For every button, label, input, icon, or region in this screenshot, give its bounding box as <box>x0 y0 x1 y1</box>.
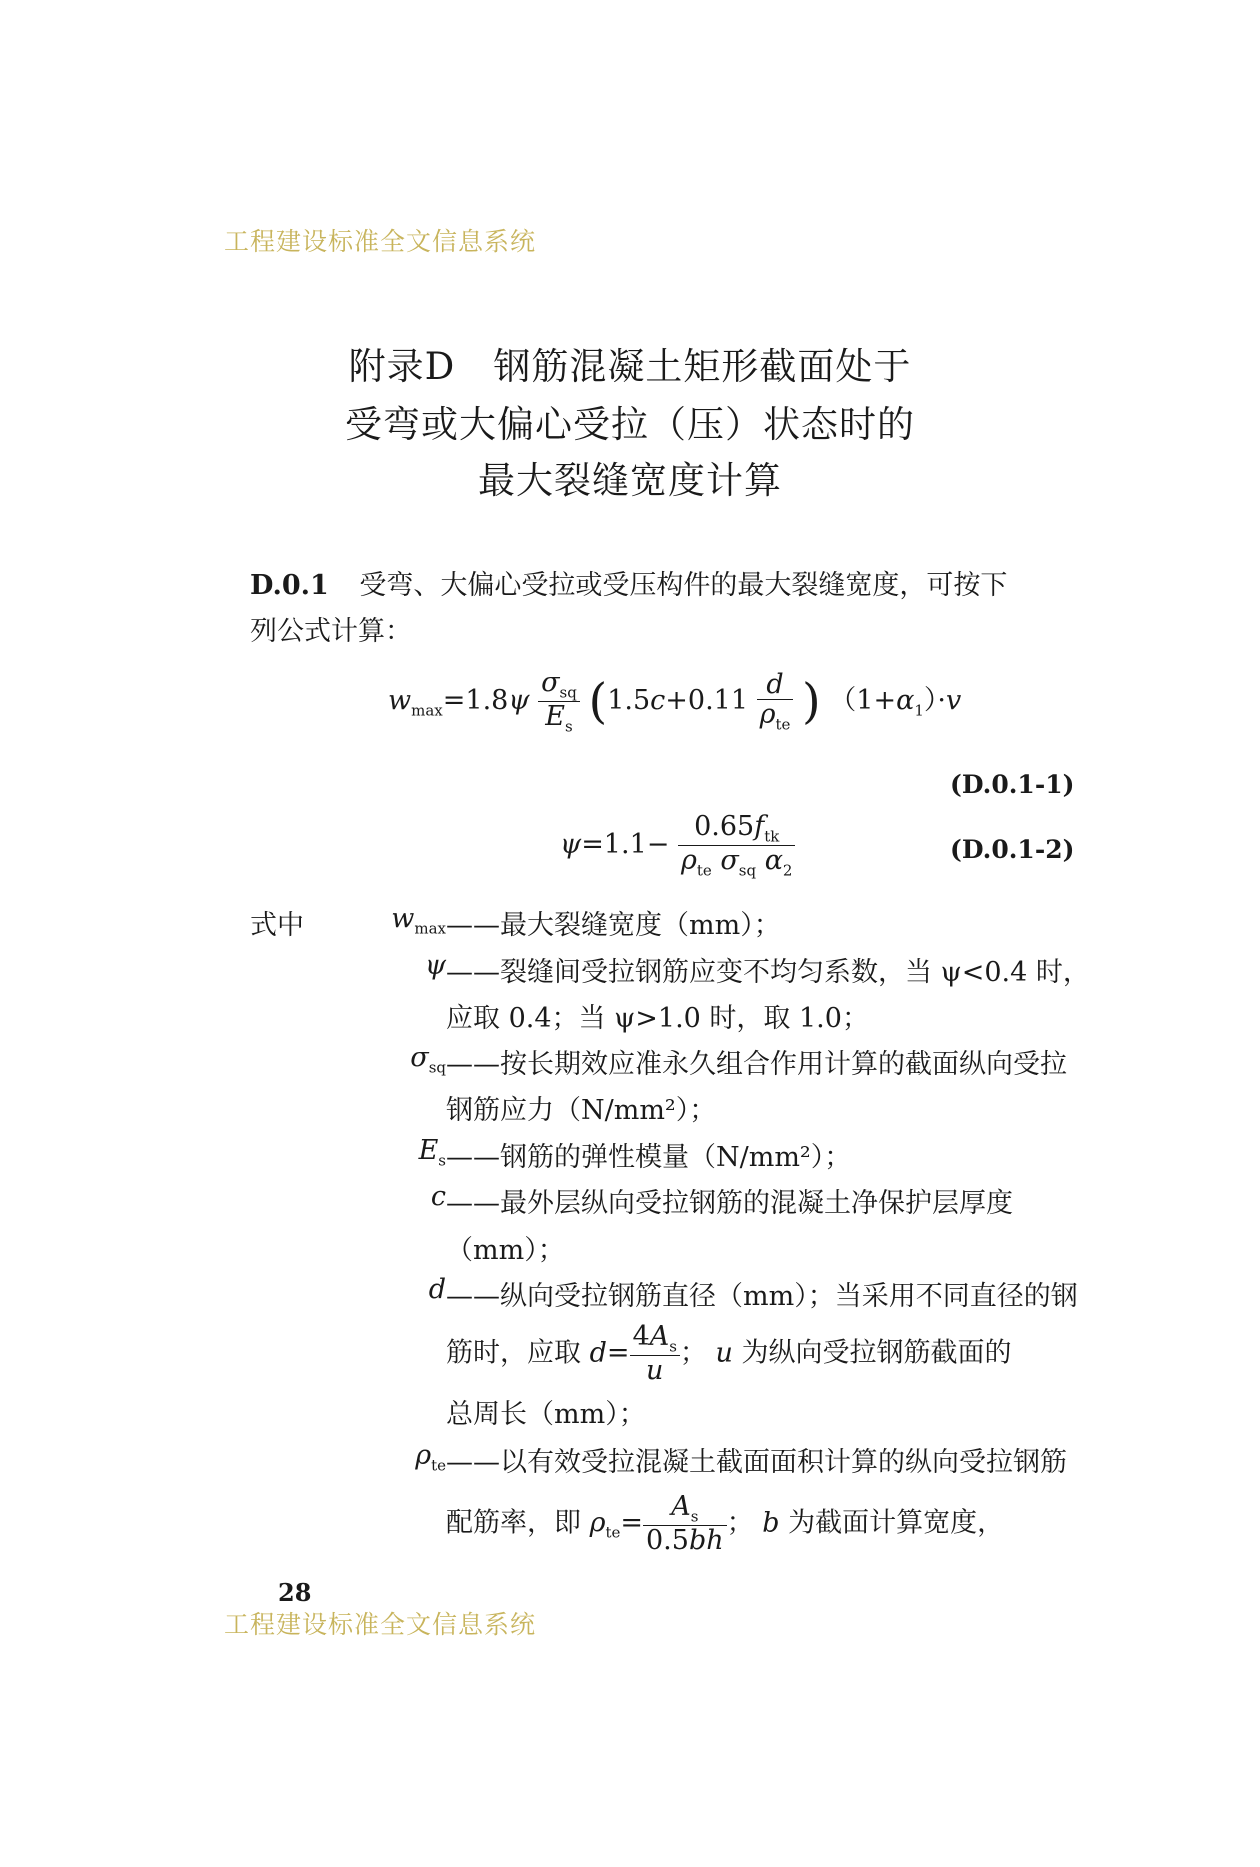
clause-number: D.0.1 <box>250 570 329 601</box>
def-d-line2a: 筋时，应取 <box>446 1337 581 1369</box>
def-rho-line2: 配筋率，即 $\rho_{te}=$ $\frac{A_s}{0.5bh}$ ； b 为截面计算宽度， <box>446 1491 1005 1556</box>
symbol-c: c <box>430 1181 446 1212</box>
equation-2-number: (D.0.1-2) <box>950 835 1075 864</box>
clause-text-line2: 列公式计算： <box>250 616 412 647</box>
def-c-line2: （mm）； <box>446 1235 565 1266</box>
symbol-es: $E_s$ <box>418 1135 446 1170</box>
appendix-title-line3: 最大裂缝宽度计算 <box>478 459 782 502</box>
def-w-max: ——最大裂缝宽度（mm）； <box>446 910 781 941</box>
page-number: 28 <box>278 1578 312 1607</box>
def-es: ——钢筋的弹性模量（N/mm²）； <box>446 1142 852 1173</box>
def-d-line2: 筋时，应取 d= $\frac{4A_s}{u}$ ； u 为纵向受拉钢筋截面的 <box>446 1321 1012 1386</box>
def-c-line1: ——最外层纵向受拉钢筋的混凝土净保护层厚度 <box>446 1188 1013 1219</box>
def-rho-line2a: 配筋率，即 <box>446 1507 581 1539</box>
where-label: 式中 <box>250 910 304 941</box>
symbol-sigma-sq: $\sigma_{sq}$ <box>410 1042 446 1077</box>
appendix-title-line2: 受弯或大偏心受拉（压）状态时的 <box>345 403 915 446</box>
def-psi-line1: ——裂缝间受拉钢筋应变不均匀系数，当 ψ<0.4 时， <box>446 957 1090 988</box>
def-sigma-line1: ——按长期效应准永久组合作用计算的截面纵向受拉 <box>446 1049 1067 1080</box>
symbol-rho-te: $\rho_{te}$ <box>415 1440 446 1475</box>
symbol-w-max: $w_{max}$ <box>391 903 446 938</box>
def-psi-line2: 应取 0.4；当 ψ>1.0 时，取 1.0； <box>446 1003 869 1034</box>
def-rho-line2c: 为截面计算宽度， <box>788 1507 1005 1539</box>
symbol-d: d <box>428 1274 446 1305</box>
def-d-line3: 总周长（mm）； <box>446 1399 646 1430</box>
equation-1: $w_{max}=1.8\psi$ $\sigma_{sq}$ $E_s$ (1.5c+0.11 d $\rho_{te}$ ) $(1+\alpha_1)\cdot v$ <box>388 667 962 736</box>
def-d-line1: ——纵向受拉钢筋直径（mm）；当采用不同直径的钢 <box>446 1281 1078 1312</box>
def-d-line2c: 为纵向受拉钢筋截面的 <box>741 1337 1012 1369</box>
watermark-top: 工程建设标准全文信息系统 <box>224 227 537 256</box>
def-rho-line2b: ； <box>726 1507 754 1539</box>
def-d-line2b: ； <box>679 1337 707 1369</box>
def-rho-line1: ——以有效受拉混凝土截面面积计算的纵向受拉钢筋 <box>446 1447 1067 1478</box>
clause-text <box>250 563 1007 602</box>
symbol-psi: ψ <box>424 950 446 981</box>
equation-1-number: (D.0.1-1) <box>950 770 1075 799</box>
watermark-bottom: 工程建设标准全文信息系统 <box>224 1610 537 1639</box>
def-sigma-line2: 钢筋应力（N/mm²）； <box>446 1095 717 1126</box>
clause-text-line1: 受弯、大偏心受拉或受压构件的最大裂缝宽度，可按下 <box>359 570 1008 601</box>
equation-2: ψ=1.1− $0.65f_{tk}$ $\rho_{te}$ $\sigma_{sq}$ $\alpha_2$ <box>560 812 795 879</box>
appendix-title-line1: 附录D 钢筋混凝土矩形截面处于 <box>348 345 912 388</box>
